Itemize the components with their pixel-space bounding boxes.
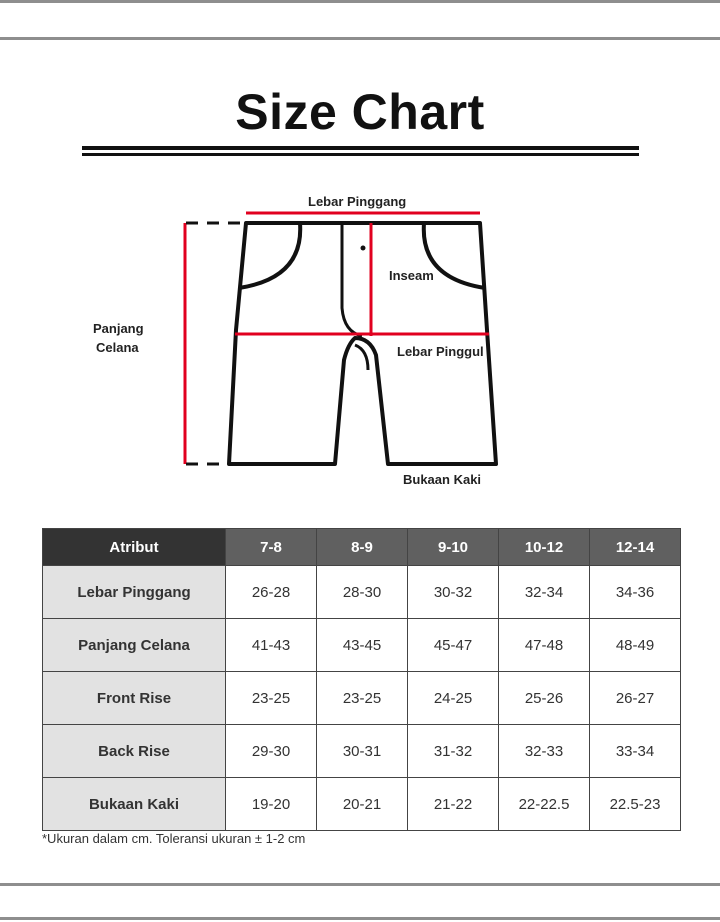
table-cell: 29-30 [226,725,317,778]
size-table [42,528,681,831]
table-cell: 41-43 [226,619,317,672]
header-size: 12-14 [590,529,681,566]
table-cell: 25-26 [499,672,590,725]
table-cell: 30-32 [408,566,499,619]
header-attr: Atribut [43,529,226,566]
table-cell: 28-30 [317,566,408,619]
table-cell: 26-28 [226,566,317,619]
table-cell: 48-49 [590,619,681,672]
row-label: Back Rise [43,725,226,778]
table-row [43,725,681,778]
bottom-border-line-inner [0,883,720,886]
table-cell: 43-45 [317,619,408,672]
leg-opening-label: Bukaan Kaki [403,472,482,487]
table-cell: 23-25 [317,672,408,725]
inseam-label: Inseam [389,268,434,283]
table-cell: 22-22.5 [499,778,590,831]
shorts-diagram [0,180,720,510]
table-cell: 32-33 [499,725,590,778]
table-cell: 21-22 [408,778,499,831]
fly-stitch [355,345,368,370]
table-cell: 30-31 [317,725,408,778]
button [361,246,366,251]
table-header-row [43,529,681,566]
row-label: Lebar Pinggang [43,566,226,619]
table-cell: 32-34 [499,566,590,619]
table-cell: 22.5-23 [590,778,681,831]
table-cell: 20-21 [317,778,408,831]
bottom-border-line [0,917,720,920]
hip-label: Lebar Pinggul [397,344,484,359]
header-size: 10-12 [499,529,590,566]
length-label-line2: Celana [96,340,139,355]
top-border-line [0,0,720,3]
header-size: 9-10 [408,529,499,566]
row-label: Front Rise [43,672,226,725]
page-title: Size Chart [235,84,485,140]
table-cell: 33-34 [590,725,681,778]
table-cell: 47-48 [499,619,590,672]
table-cell: 45-47 [408,619,499,672]
waist-label: Lebar Pinggang [308,194,407,209]
title-rule-thin [82,153,639,156]
table-row [43,566,681,619]
table-row [43,672,681,725]
length-label-line1: Panjang [93,321,144,336]
row-label: Bukaan Kaki [43,778,226,831]
table-cell: 24-25 [408,672,499,725]
title-rule-thick [82,146,639,150]
row-label: Panjang Celana [43,619,226,672]
table-row [43,778,681,831]
table-cell: 31-32 [408,725,499,778]
header-size: 8-9 [317,529,408,566]
table-cell: 23-25 [226,672,317,725]
top-border-line-inner [0,37,720,40]
size-note: *Ukuran dalam cm. Toleransi ukuran ± 1-2 cm [42,831,306,846]
table-row [43,619,681,672]
table-cell: 26-27 [590,672,681,725]
table-cell: 19-20 [226,778,317,831]
header-size: 7-8 [226,529,317,566]
table-cell: 34-36 [590,566,681,619]
